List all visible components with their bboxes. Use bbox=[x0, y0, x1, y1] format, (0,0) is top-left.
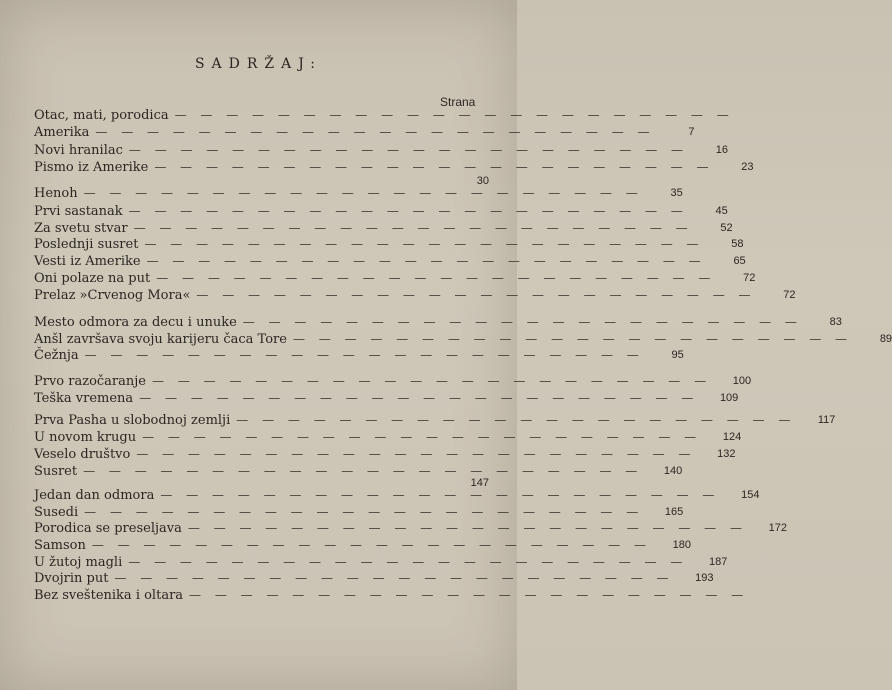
toc-entry-title: Mesto odmora za decu i unuke bbox=[34, 314, 237, 330]
dash-leader: — — — — — — — — — — — — — — — — — — — — — — bbox=[139, 391, 699, 405]
toc-entry bbox=[34, 411, 836, 429]
toc-entry-page: 124 bbox=[722, 431, 742, 443]
toc-entry-title: Prvi sastanak bbox=[34, 203, 123, 219]
toc-entry-title: Anšl završava svoju karijeru čaca Tore bbox=[34, 331, 287, 347]
dash-leader: — — — — — — — — — — — — — — — — — — — — — — bbox=[114, 571, 674, 585]
toc-entry-title: Jedan dan odmora bbox=[34, 487, 155, 503]
toc-entry-page: 23 bbox=[741, 161, 754, 173]
dash-leader: — — — — — — — — — — — — — — — — — — — — — — bbox=[152, 374, 712, 388]
toc-entry-page: 109 bbox=[719, 392, 739, 404]
toc-entry-page: 52 bbox=[720, 222, 733, 234]
toc-entry-page: 58 bbox=[731, 238, 744, 250]
toc-entry-title: Dvojrin put bbox=[34, 570, 109, 586]
toc-entry-page: 172 bbox=[768, 522, 787, 534]
toc-entry bbox=[34, 586, 749, 604]
toc-entry-title: Poslednji susret bbox=[34, 236, 139, 252]
toc-entry-page: 89 bbox=[879, 333, 892, 345]
toc-entry bbox=[34, 141, 729, 159]
toc-entry-title: U novom krugu bbox=[34, 429, 137, 445]
dash-leader: — — — — — — — — — — — — — — — — — — — — — — bbox=[189, 588, 749, 602]
dash-leader: — — — — — — — — — — — — — — — — — — — — — — bbox=[242, 315, 802, 329]
toc-entry-title: Prvo razočaranje bbox=[34, 373, 146, 389]
dash-leader: — — — — — — — — — — — — — — — — — — — — — — bbox=[146, 254, 706, 268]
dash-leader: — — — — — — — — — — — — — — — — — — — — — — bbox=[91, 538, 651, 552]
dash-leader: — — — — — — — — — — — — — — — — — — — — — — bbox=[136, 447, 696, 461]
toc-entry-page: 7 bbox=[688, 126, 695, 138]
toc-entry-title: Čežnja bbox=[34, 347, 79, 363]
toc-entry bbox=[34, 184, 683, 202]
toc-entry-page: 193 bbox=[695, 572, 714, 584]
toc-entry-title: Veselo društvo bbox=[34, 446, 131, 462]
toc-entry-title: Vesti iz Amerike bbox=[34, 253, 141, 269]
dash-leader: — — — — — — — — — — — — — — — — — — — — — — bbox=[83, 186, 643, 200]
toc-entry bbox=[34, 235, 744, 253]
toc-entry-page: 45 bbox=[715, 205, 728, 217]
contents-heading: SADRŽAJ: bbox=[194, 56, 323, 72]
toc-entry-page: 95 bbox=[671, 349, 684, 361]
toc-entry-page: 100 bbox=[732, 375, 752, 387]
dash-leader: — — — — — — — — — — — — — — — — — — — — — — bbox=[196, 288, 756, 302]
toc-entry-page: 72 bbox=[783, 289, 796, 301]
dash-leader: — — — — — — — — — — — — — — — — — — — — — — bbox=[160, 488, 720, 502]
dash-leader: — — — — — — — — — — — — — — — — — — — — — — bbox=[84, 348, 644, 362]
dash-leader: — — — — — — — — — — — — — — — — — — — — — — bbox=[128, 143, 689, 157]
toc-entry-title: Samson bbox=[34, 537, 86, 553]
toc-entry-title: Bez sveštenika i oltara bbox=[34, 587, 184, 603]
toc-entry-title: Prva Pasha u slobodnoj zemlji bbox=[34, 412, 231, 428]
dash-leader: — — — — — — — — — — — — — — — — — — — — — — bbox=[84, 505, 644, 519]
toc-entry-title: Teška vremena bbox=[34, 390, 134, 406]
toc-entry bbox=[34, 106, 734, 124]
toc-entry bbox=[34, 269, 756, 287]
toc-entry bbox=[34, 372, 752, 390]
dash-leader: — — — — — — — — — — — — — — — — — — — — — — bbox=[174, 108, 734, 122]
toc-entry-page: 154 bbox=[741, 489, 760, 501]
toc-entry-page: 132 bbox=[717, 448, 736, 460]
toc-entry-page: 72 bbox=[743, 272, 756, 284]
toc-entry-page: 65 bbox=[733, 255, 746, 267]
dash-leader: — — — — — — — — — — — — — — — — — — — — — — bbox=[142, 430, 702, 444]
toc-entry bbox=[34, 445, 736, 463]
dash-leader: — — — — — — — — — — — — — — — — — — — — — — bbox=[236, 413, 796, 427]
dash-leader: — — — — — — — — — — — — — — — — — — — — — — bbox=[95, 125, 655, 139]
toc-entry-title: Otac, mati, porodica bbox=[34, 107, 169, 123]
toc-entry-page: 180 bbox=[672, 539, 691, 551]
toc-entry-title: Prelaz »Crvenog Mora« bbox=[34, 287, 191, 303]
toc-entry-page: 147 bbox=[470, 477, 489, 489]
toc-entry-title: Novi hranilac bbox=[34, 142, 123, 158]
toc-entry bbox=[34, 202, 728, 220]
toc-entry-page: 16 bbox=[715, 144, 729, 156]
toc-entry bbox=[34, 313, 842, 331]
toc-entry-page: 35 bbox=[670, 187, 683, 199]
page-column-header: Strana bbox=[440, 95, 476, 109]
dash-leader: — — — — — — — — — — — — — — — — — — — — — — bbox=[83, 464, 643, 478]
toc-entry-page: 140 bbox=[663, 465, 683, 477]
toc-entry bbox=[34, 428, 742, 446]
toc-entry bbox=[34, 519, 787, 537]
toc-entry-title: U žutoj magli bbox=[34, 554, 123, 570]
toc-entry-page: 30 bbox=[476, 175, 489, 187]
dash-leader: — — — — — — — — — — — — — — — — — — — — — — bbox=[187, 521, 747, 535]
toc-entry bbox=[34, 346, 684, 364]
toc-entry-title: Henoh bbox=[34, 185, 78, 201]
toc-entry-title: Porodica se preseljava bbox=[34, 520, 182, 536]
toc-entry-page: 187 bbox=[709, 556, 728, 568]
toc-entry-title: Susret bbox=[34, 463, 78, 479]
toc-entry-page: 83 bbox=[829, 316, 842, 328]
toc-entry bbox=[34, 123, 695, 141]
dash-leader: — — — — — — — — — — — — — — — — — — — — — — bbox=[156, 271, 716, 285]
toc-entry bbox=[34, 569, 714, 587]
dash-leader: — — — — — — — — — — — — — — — — — — — — — — bbox=[133, 221, 693, 235]
toc-entry-title: Amerika bbox=[34, 124, 90, 140]
toc-entry bbox=[34, 286, 796, 304]
toc-entry bbox=[34, 252, 746, 270]
dash-leader: — — — — — — — — — — — — — — — — — — — — — — bbox=[144, 237, 704, 251]
toc-entry-page: 117 bbox=[817, 414, 836, 426]
toc-entry bbox=[34, 486, 760, 504]
dash-leader: — — — — — — — — — — — — — — — — — — — — — — bbox=[154, 160, 714, 174]
toc-entry-title: Za svetu stvar bbox=[34, 220, 128, 236]
toc-entry-title: Susedi bbox=[34, 504, 79, 520]
toc-entry-page: 165 bbox=[664, 506, 684, 518]
toc-entry-title: Oni polaze na put bbox=[34, 270, 151, 286]
toc-entry-title: Pismo iz Amerike bbox=[34, 159, 149, 175]
dash-leader: — — — — — — — — — — — — — — — — — — — — — — bbox=[292, 332, 853, 346]
toc-entry bbox=[34, 389, 739, 407]
dash-leader: — — — — — — — — — — — — — — — — — — — — — — bbox=[128, 204, 688, 218]
dash-leader: — — — — — — — — — — — — — — — — — — — — — — bbox=[128, 555, 688, 569]
toc-entry bbox=[34, 536, 691, 554]
